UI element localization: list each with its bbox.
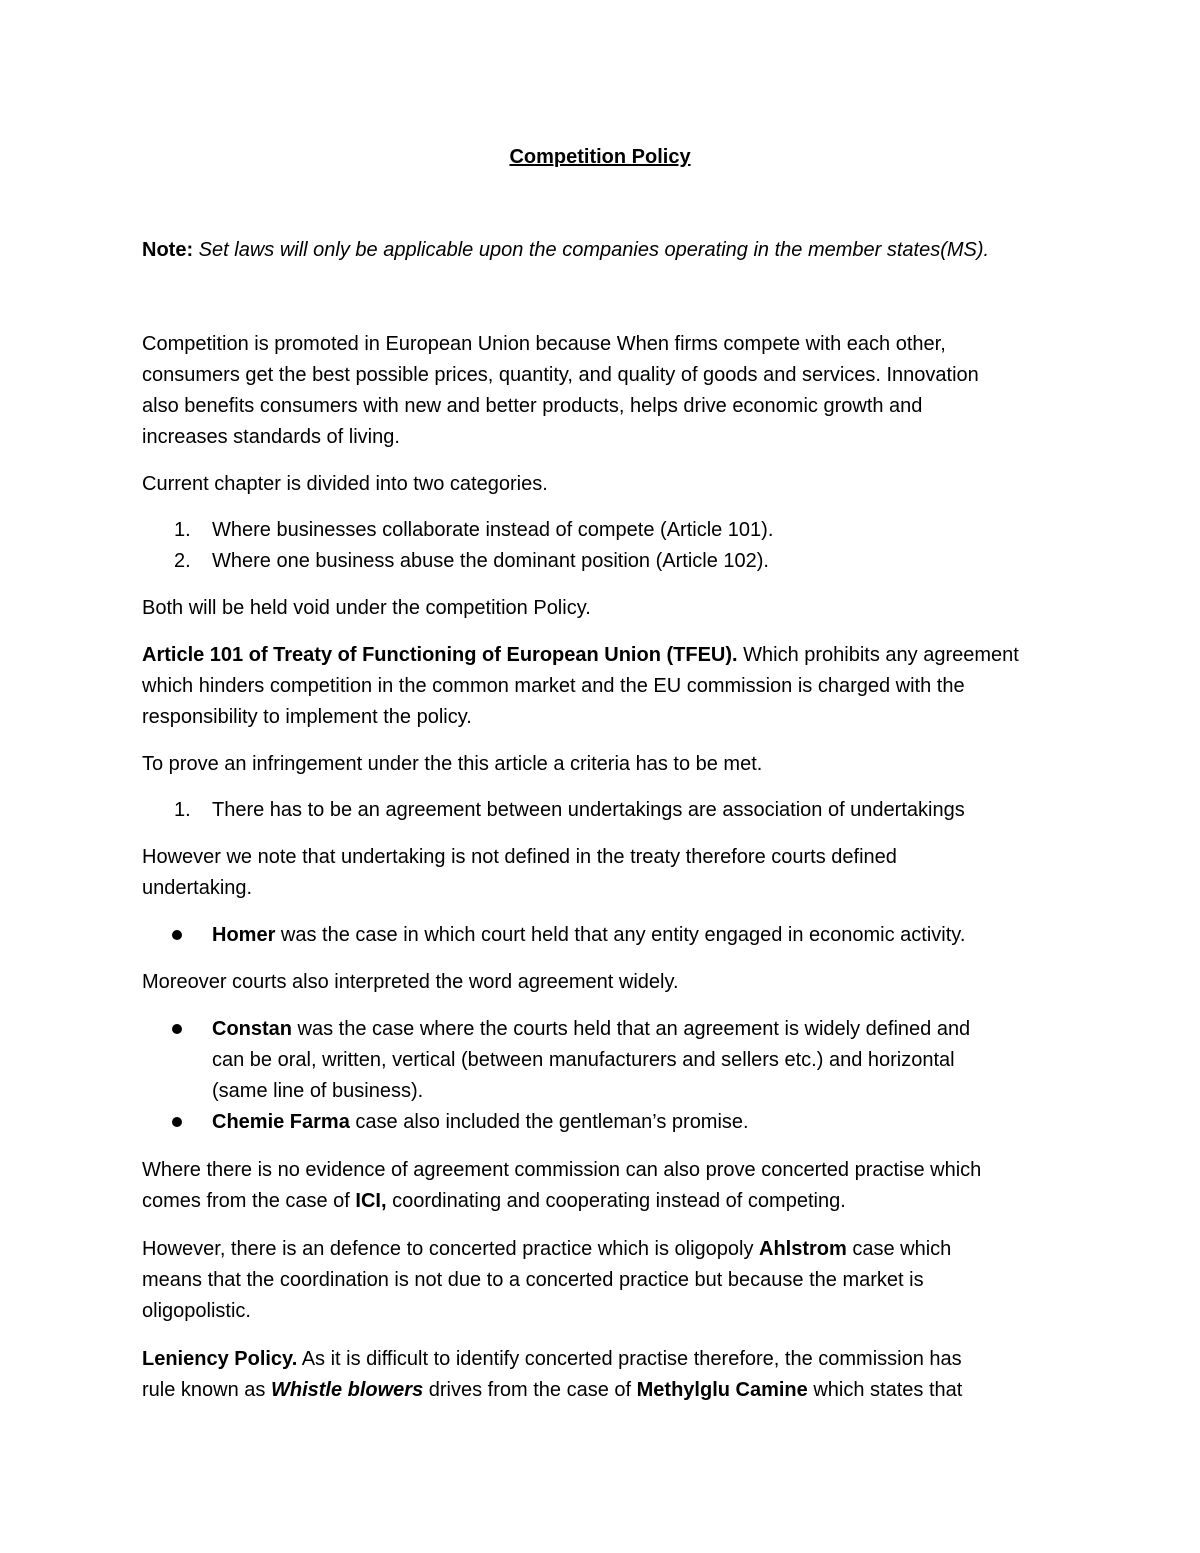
defence-line-1-post: case which — [846, 1238, 952, 1260]
leniency-heading: Leniency Policy. — [142, 1348, 298, 1370]
intro-line-1: Competition is promoted in European Union because When firms compete with each other, — [142, 333, 946, 355]
bullet-icon — [172, 1024, 182, 1034]
concerted-line-1: Where there is no evidence of agreement commission can also prove concerted practise which — [142, 1159, 982, 1181]
bullet-icon — [172, 930, 182, 940]
article101-line-1 — [142, 641, 1019, 669]
constan-line-1 — [212, 1015, 970, 1043]
defence-line-3: oligopolistic. — [142, 1300, 251, 1322]
leniency-line-1-rest: As it is difficult to identify concerted practise therefore, the commission has — [297, 1348, 962, 1370]
note-text: Set laws will only be applicable upon the companies operating in the member states(MS). — [198, 239, 990, 261]
homer-case-name: Homer — [212, 924, 276, 946]
leniency-line-2 — [142, 1376, 962, 1404]
criteria-intro: To prove an infringement under the this article a criteria has to be met. — [142, 753, 763, 775]
leniency-line-1 — [142, 1345, 962, 1373]
methylglu-case-name: Methylglu Camine — [636, 1379, 808, 1401]
category-number-2: 2. — [174, 550, 191, 572]
whistle-blowers-term: Whistle blowers — [270, 1379, 424, 1401]
page-title: Competition Policy — [509, 146, 691, 168]
concerted-line-2-pre: comes from the case of — [142, 1190, 356, 1212]
ahlstrom-case-name: Ahlstrom — [759, 1238, 847, 1260]
homer-line — [212, 921, 965, 949]
intro-line-2: consumers get the best possible prices, quantity, and quality of goods and services. Innovation — [142, 364, 979, 386]
intro-line-4: increases standards of living. — [142, 426, 400, 448]
chemie-case-name: Chemie Farma — [212, 1111, 350, 1133]
constan-line-1-rest: was the case where the courts held that an agreement is widely defined and — [292, 1018, 971, 1040]
chapter-intro: Current chapter is divided into two categories. — [142, 473, 548, 495]
constan-line-3: (same line of business). — [212, 1080, 424, 1102]
chemie-case-text: case also included the gentleman’s promise. — [349, 1111, 749, 1133]
note-line — [142, 236, 989, 264]
chemie-line — [212, 1108, 749, 1136]
criteria-number-1: 1. — [174, 799, 191, 821]
article101-heading: Article 101 of Treaty of Functioning of European Union (TFEU). — [142, 644, 738, 666]
note-label: Note: — [142, 239, 194, 261]
criteria-text-1: There has to be an agreement between undertakings are association of undertakings — [212, 799, 965, 821]
intro-line-3: also benefits consumers with new and better products, helps drive economic growth and — [142, 395, 923, 417]
homer-case-text: was the case in which court held that any entity engaged in economic activity. — [275, 924, 966, 946]
undertaking-line-2: undertaking. — [142, 877, 253, 899]
bullet-icon — [172, 1117, 182, 1127]
defence-line-1-pre: However, there is an defence to concerted practice which is oligopoly — [142, 1238, 760, 1260]
article101-line-2: which hinders competition in the common market and the EU commission is charged with the — [142, 675, 965, 697]
category-text-1: Where businesses collaborate instead of compete (Article 101). — [212, 519, 774, 541]
article101-line-1-rest: Which prohibits any agreement — [737, 644, 1019, 666]
agreement-intro: Moreover courts also interpreted the word agreement widely. — [142, 971, 679, 993]
defence-line-1 — [142, 1235, 951, 1263]
constan-case-name: Constan — [212, 1018, 292, 1040]
ici-case-name: ICI, — [355, 1190, 387, 1212]
article101-line-3: responsibility to implement the policy. — [142, 706, 472, 728]
defence-line-2: means that the coordination is not due to a concerted practice but because the market is — [142, 1269, 924, 1291]
void-statement: Both will be held void under the competition Policy. — [142, 597, 591, 619]
leniency-line-2-mid: drives from the case of — [423, 1379, 637, 1401]
constan-line-2: can be oral, written, vertical (between manufacturers and sellers etc.) and horizontal — [212, 1049, 955, 1071]
concerted-line-2-post: coordinating and cooperating instead of competing. — [386, 1190, 846, 1212]
category-text-2: Where one business abuse the dominant position (Article 102). — [212, 550, 769, 572]
concerted-line-2 — [142, 1187, 846, 1215]
leniency-line-2-pre: rule known as — [142, 1379, 271, 1401]
undertaking-line-1: However we note that undertaking is not defined in the treaty therefore courts defined — [142, 846, 897, 868]
leniency-line-2-post: which states that — [807, 1379, 963, 1401]
category-number-1: 1. — [174, 519, 191, 541]
